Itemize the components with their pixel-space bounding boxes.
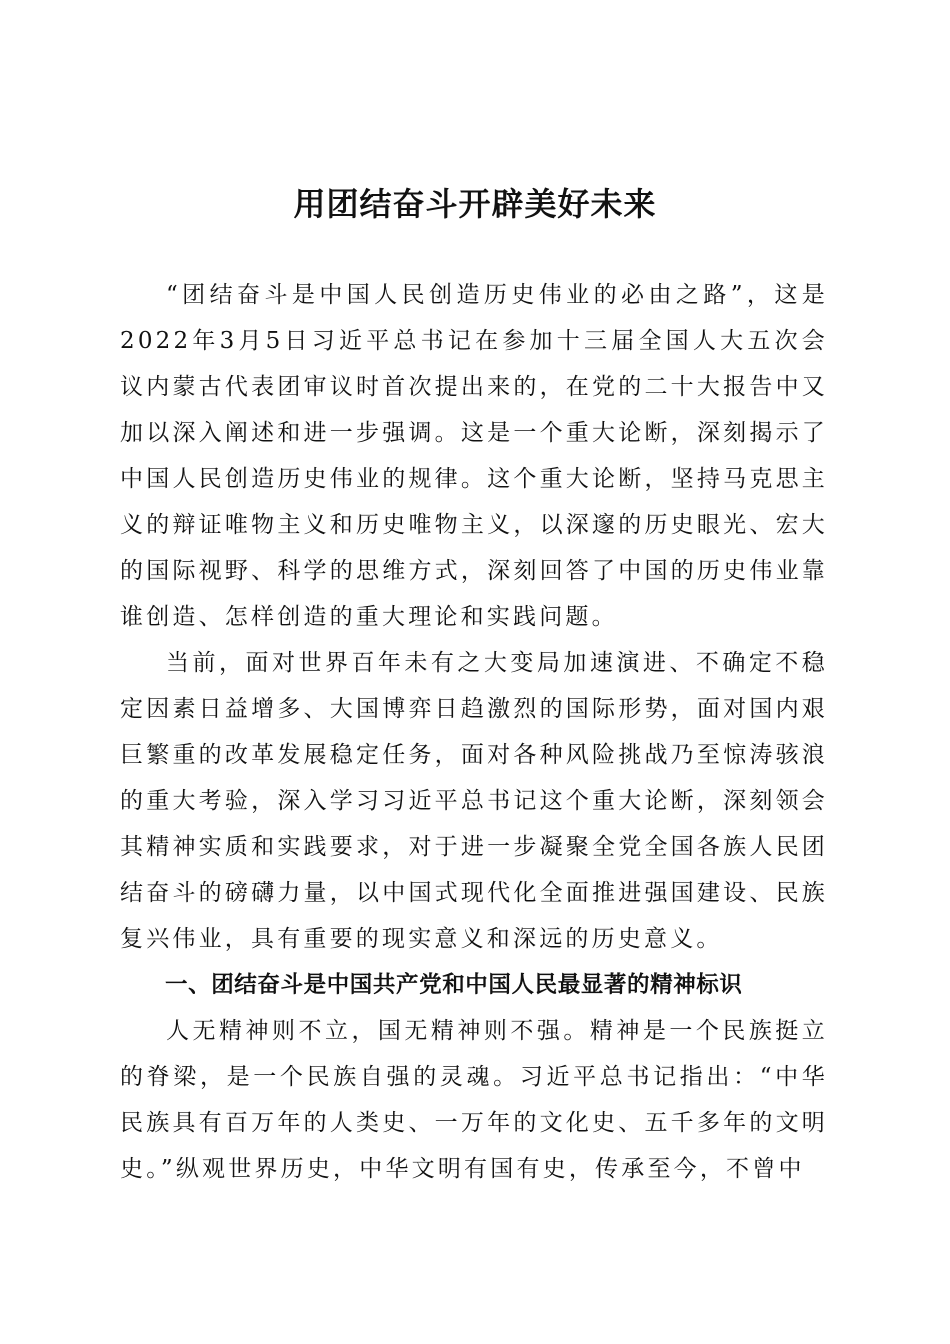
body-paragraph-1: “团结奋斗是中国人民创造历史伟业的必由之路”，这是2022年3月5日习近平总书记在参加十三届全国人大五次会议内蒙古代表团审议时首次提出来的，在党的二十大报告中又加以深入阐述和进一步强调。这是一个重大论断，深刻揭示了中国人民创造历史伟业的规律。这个重大论断，坚持马克思主义的辩证唯物主义和历史唯物主义，以深邃的历史眼光、宏大的国际视野、科学的思维方式，深刻回答了中国的历史伟业靠谁创造、怎样创造的重大理论和实践问题。 (120, 282, 828, 630)
document-body (120, 272, 828, 1192)
body-paragraph-2: 当前，面对世界百年未有之大变局加速演进、不确定不稳定因素日益增多、大国博弈日趋激烈的国际形势，面对国内艰巨繁重的改革发展稳定任务，面对各种风险挑战乃至惊涛骇浪的重大考验，深入学习习近平总书记这个重大论断，深刻领会其精神实质和实践要求，对于进一步凝聚全党全国各族人民团结奋斗的磅礴力量，以中国式现代化全面推进强国建设、民族复兴伟业，具有重要的现实意义和深远的历史意义。 (120, 650, 828, 952)
section-1-paragraph-1: 人无精神则不立，国无精神则不强。精神是一个民族挺立的脊梁，是一个民族自强的灵魂。习近平总书记指出：“中华民族具有百万年的人类史、一万年的文化史、五千多年的文明史。”纵观世界历史，中华文明有国有史，传承至今，不曾中 (120, 1018, 828, 1182)
document-title: 用团结奋斗开辟美好未来 (293, 185, 657, 223)
section-heading-1: 一、团结奋斗是中国共产党和中国人民最显著的精神标识 (165, 972, 743, 998)
